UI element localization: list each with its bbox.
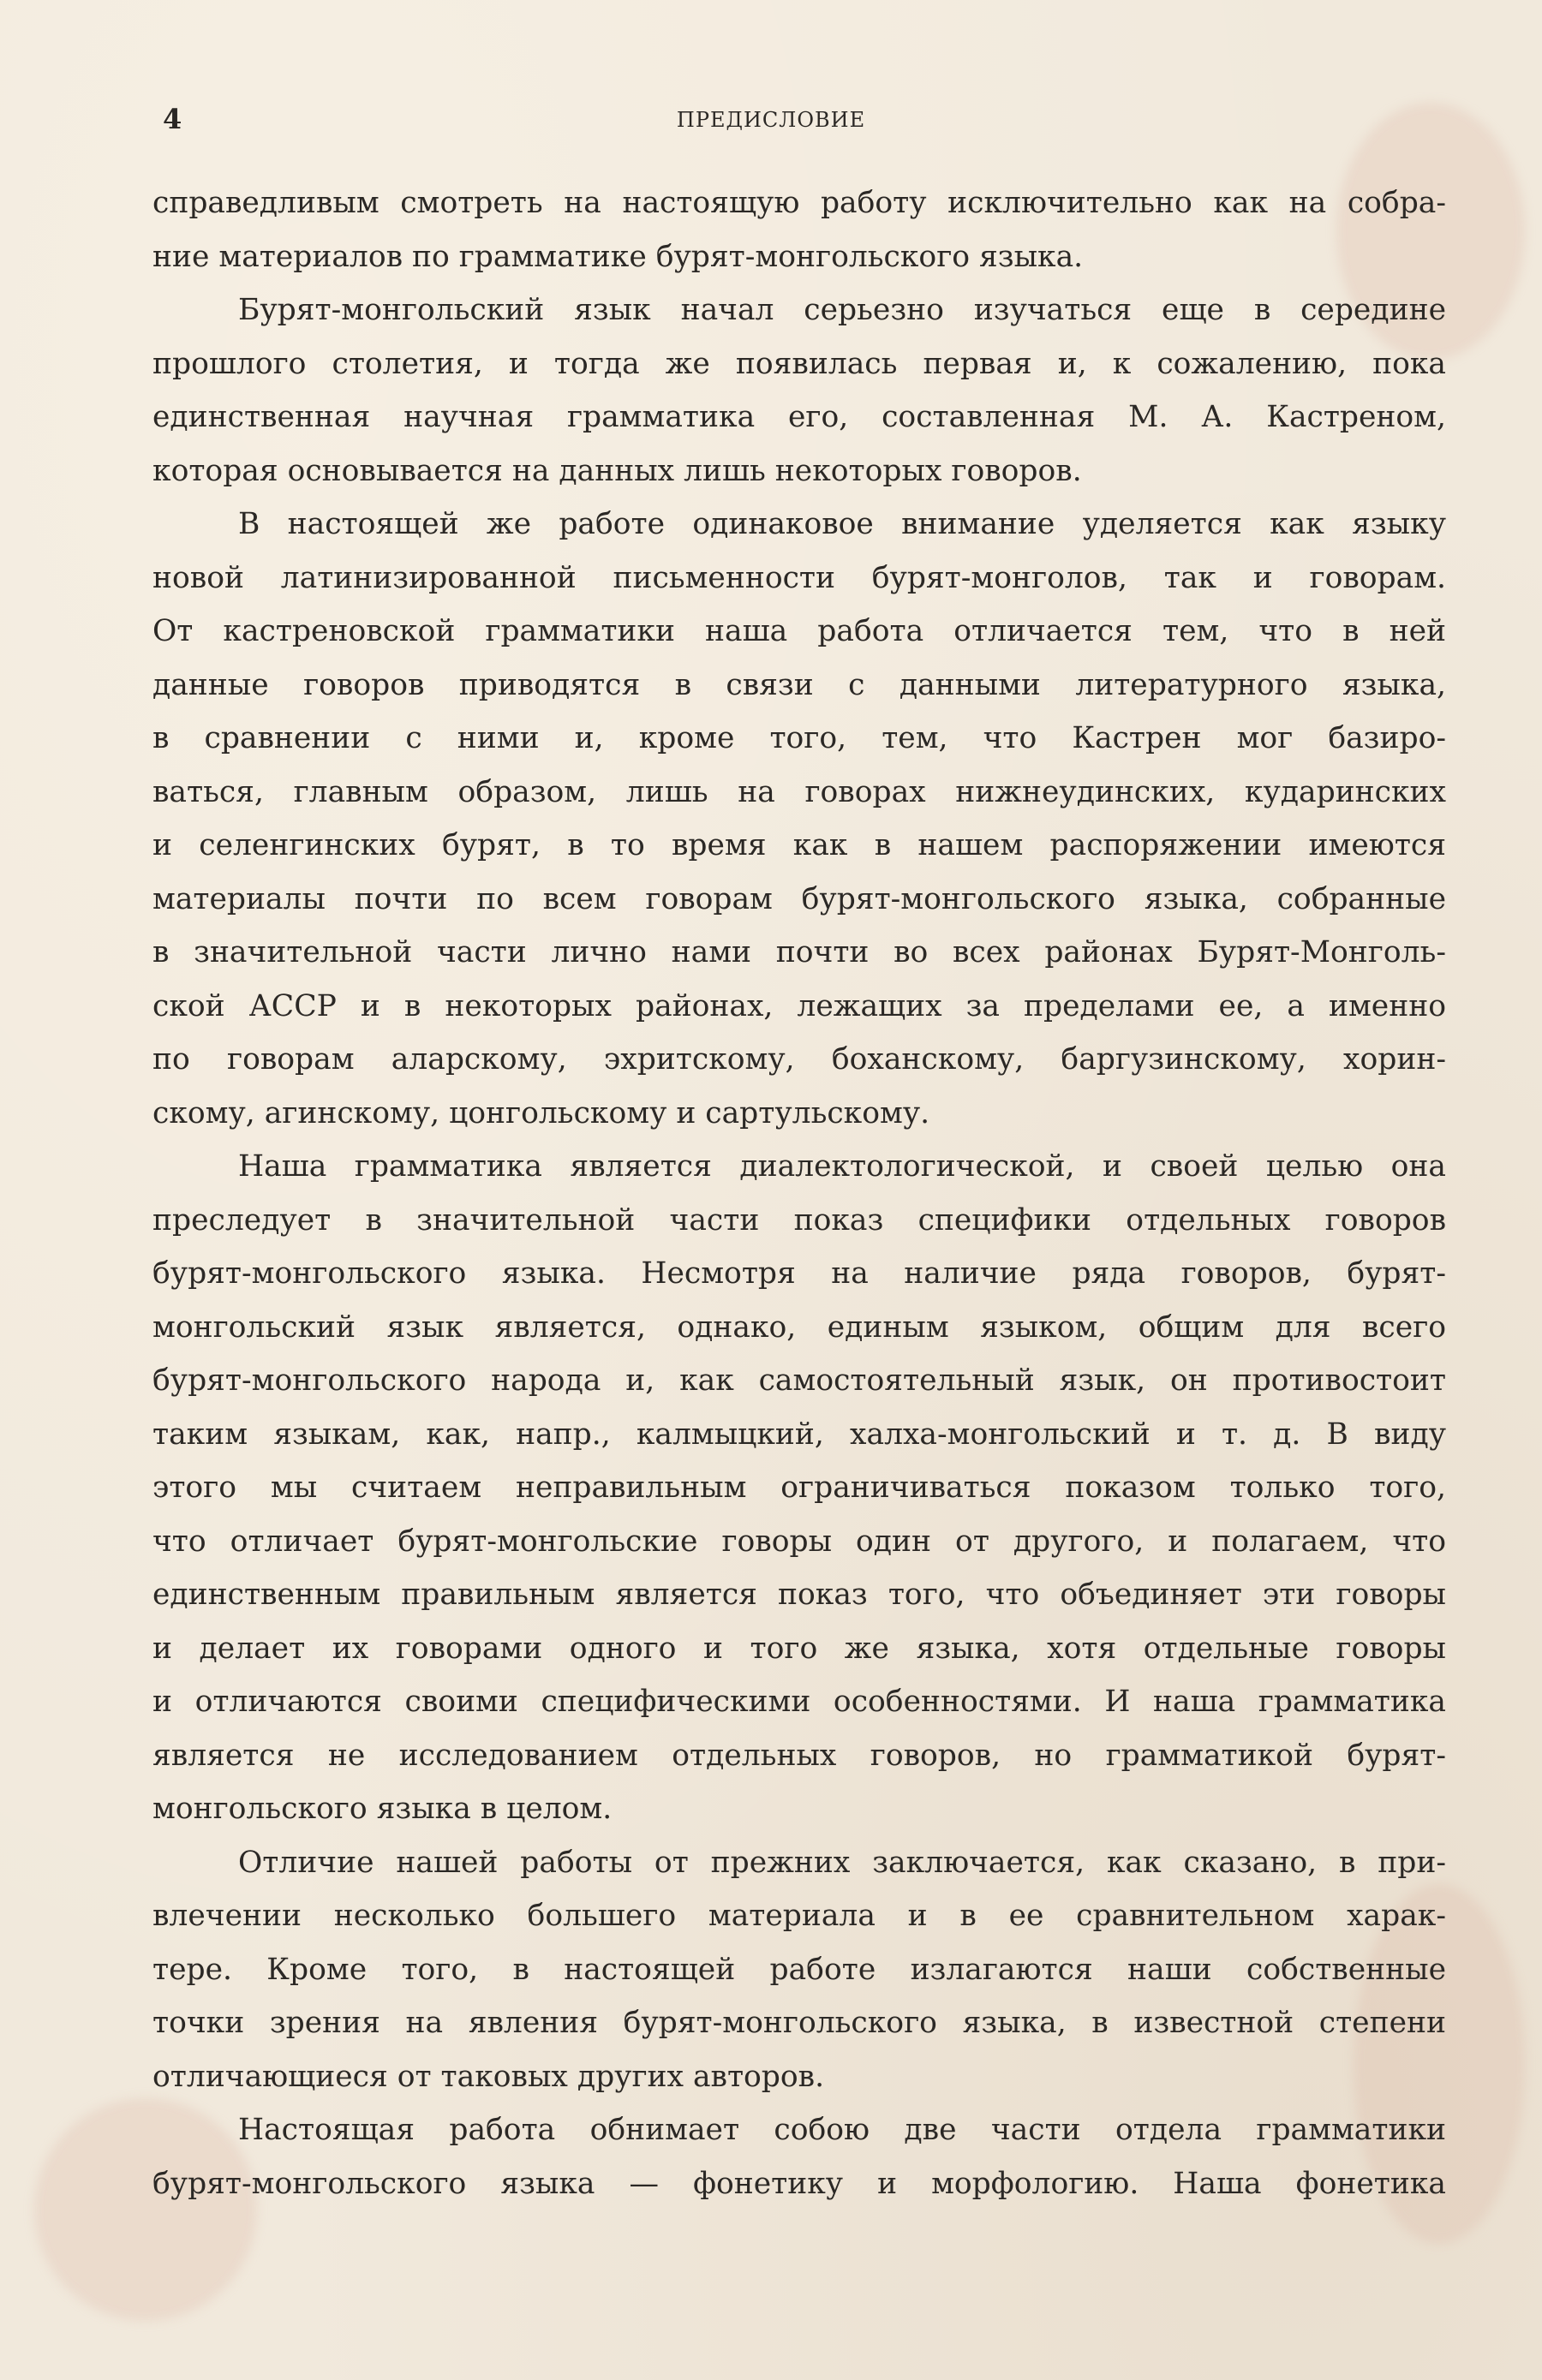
text-line: Отличие нашей работы от прежних заключается, как сказано, в при- <box>238 1845 1446 1880</box>
paragraph <box>152 498 1446 1140</box>
body-text <box>152 176 1446 2210</box>
text-line: материалы почти по всем говорам бурят-монгольского языка, собранные <box>152 881 1446 916</box>
text-line: является не исследованием отдельных говоров, но грамматикой бурят- <box>152 1738 1446 1773</box>
text-line: отличающиеся от таковых других авторов. <box>152 2059 825 2094</box>
text-line: В настоящей же работе одинаковое внимание уделяется как языку <box>238 507 1446 541</box>
text-line: единственным правильным является показ того, что объединяет эти говоры <box>152 1578 1446 1612</box>
text-line: этого мы считаем неправильным ограничиваться показом только того, <box>152 1470 1446 1505</box>
paragraph <box>152 2103 1446 2210</box>
text-line: преследует в значительной части показ специфики отдельных говоров <box>152 1202 1446 1238</box>
text-line: ваться, главным образом, лишь на говорах нижнеудинских, кударинских <box>152 774 1446 809</box>
paragraph <box>152 1140 1446 1836</box>
text-line: От кастреновской грамматики наша работа отличается тем, что в ней <box>152 614 1446 648</box>
text-line: точки зрения на явления бурят-монгольского языка, в известной степени <box>152 2006 1446 2040</box>
text-line: новой латинизированной письменности бурят-монголов, так и говорам. <box>152 560 1446 595</box>
text-line: Наша грамматика является диалектологической, и своей целью она <box>238 1149 1446 1184</box>
text-line: по говорам аларскому, эхритскому, боханскому, баргузинскому, хорин- <box>152 1042 1446 1077</box>
paragraph <box>152 1836 1446 2104</box>
text-line: прошлого столетия, и тогда же появилась первая и, к сожалению, пока <box>152 346 1446 381</box>
text-line: в значительной части лично нами почти во всех районах Бурят-Монголь- <box>152 935 1446 969</box>
text-line: Бурят-монгольский язык начал серьезно изучаться еще в середине <box>238 293 1446 327</box>
text-line: бурят-монгольского языка — фонетику и морфологию. Наша фонетика <box>152 2166 1446 2201</box>
text-line: бурят-монгольского народа и, как самостоятельный язык, он противостоит <box>152 1363 1446 1398</box>
text-line: которая основывается на данных лишь некоторых говоров. <box>152 453 1082 488</box>
text-line: монгольского языка в целом. <box>152 1792 613 1826</box>
text-line: бурят-монгольского языка. Несмотря на наличие ряда говоров, бурят- <box>152 1256 1446 1291</box>
page-number: 4 <box>163 103 182 135</box>
paragraph <box>152 176 1446 283</box>
text-line: в сравнении с ними и, кроме того, тем, что Кастрен мог базиро- <box>152 721 1446 755</box>
text-line: что отличает бурят-монгольские говоры один от другого, и полагаем, что <box>152 1524 1446 1559</box>
text-line: таким языкам, как, напр., калмыцкий, халха-монгольский и т. д. В виду <box>152 1417 1446 1452</box>
running-title: ПРЕДИСЛОВИЕ <box>676 108 866 132</box>
text-line: и делает их говорами одного и того же языка, хотя отдельные говоры <box>152 1631 1446 1666</box>
text-line: ской АССР и в некоторых районах, лежащих за пределами ее, а именно <box>152 988 1446 1023</box>
text-line: и отличаются своими специфическими особенностями. И наша грамматика <box>152 1685 1446 1719</box>
text-line: справедливым смотреть на настоящую работу исключительно как на собра- <box>152 186 1446 220</box>
paragraph <box>152 283 1446 498</box>
text-line: тере. Кроме того, в настоящей работе излагаются наши собственные <box>152 1952 1446 1987</box>
text-line: и селенгинских бурят, в то время как в нашем распоряжении имеются <box>152 828 1446 862</box>
text-line: единственная научная грамматика его, составленная М. А. Кастреном, <box>152 400 1446 434</box>
text-line: ние материалов по грамматике бурят-монгольского языка. <box>152 239 1084 274</box>
text-line: скому, агинскому, цонгольскому и сартульскому. <box>152 1095 930 1130</box>
text-line: монгольский язык является, однако, единым языком, общим для всего <box>152 1309 1446 1345</box>
text-line: данные говоров приводятся в связи с данными литературного языка, <box>152 667 1446 702</box>
text-line: влечении несколько большего материала и в ее сравнительном харак- <box>152 1899 1446 1933</box>
text-line: Настоящая работа обнимает собою две части отдела грамматики <box>238 2113 1446 2147</box>
